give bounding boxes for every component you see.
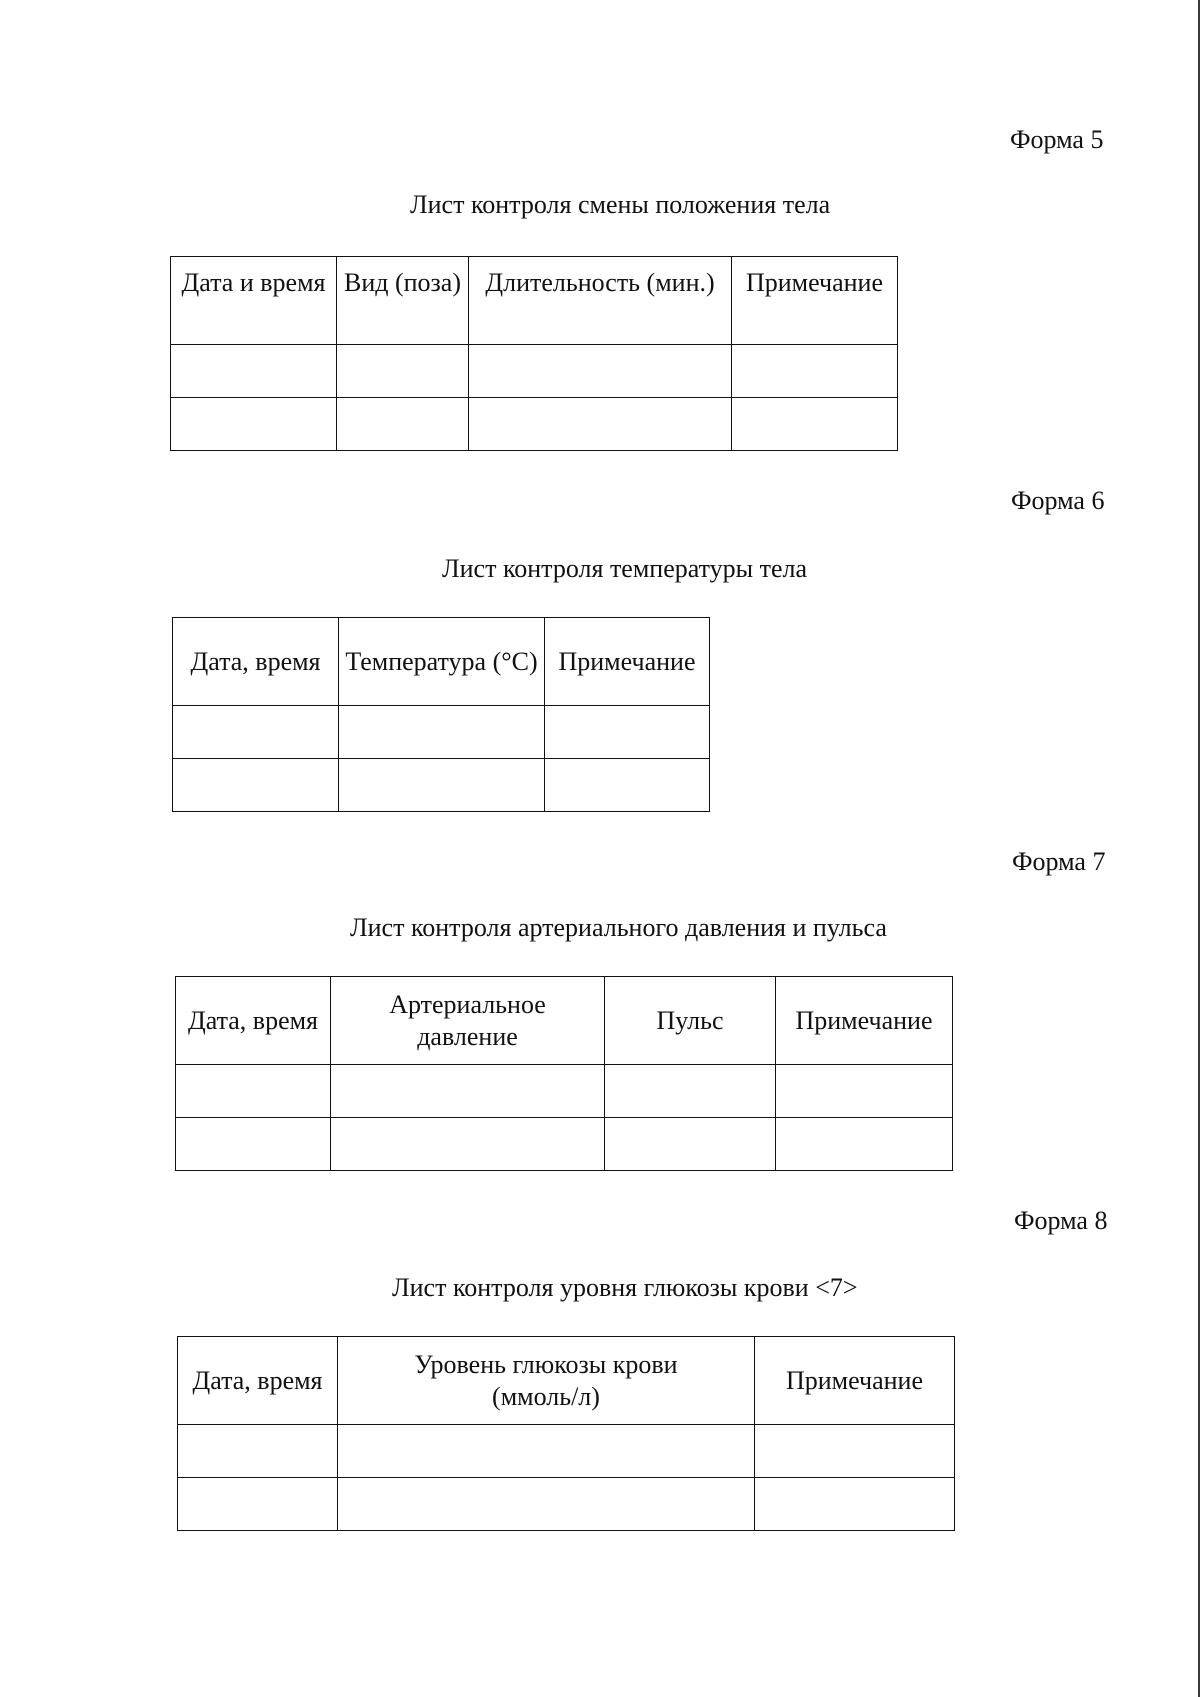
form-7-cell <box>776 1118 953 1171</box>
form-7-header-note: Примечание <box>776 977 953 1065</box>
form-6-header-row <box>173 618 710 706</box>
form-6-cell <box>545 706 710 759</box>
form-7-cell <box>605 1065 776 1118</box>
form-5-table <box>170 256 898 451</box>
form-7-cell <box>176 1065 331 1118</box>
form-7-cell <box>776 1065 953 1118</box>
form-8-row <box>178 1425 955 1478</box>
form-8-cell <box>178 1478 338 1531</box>
form-5-header-date-time: Дата и время <box>171 257 337 345</box>
form-5-header-duration: Длительность (мин.) <box>469 257 732 345</box>
form-7-row <box>176 1118 953 1171</box>
form-6-cell <box>173 706 339 759</box>
form-6-cell <box>173 759 339 812</box>
form-5-header-row <box>171 257 898 345</box>
form-8-cell <box>338 1478 755 1531</box>
form-5-cell <box>732 398 898 451</box>
form-8-cell <box>338 1425 755 1478</box>
form-6-row <box>173 706 710 759</box>
form-7-row <box>176 1065 953 1118</box>
form-6-header-date-time: Дата, время <box>173 618 339 706</box>
form-5-header-pose: Вид (поза) <box>337 257 469 345</box>
form-5-cell <box>171 345 337 398</box>
form-7-header-blood-pressure: Артериальное давление <box>331 977 605 1065</box>
form-7-cell <box>331 1065 605 1118</box>
form-5-cell <box>337 345 469 398</box>
form-6-table <box>172 617 710 812</box>
form-6-label: Форма 6 <box>1011 486 1105 515</box>
form-7-title: Лист контроля артериального давления и пульса <box>350 913 887 942</box>
form-5-row <box>171 398 898 451</box>
form-8-cell <box>755 1478 955 1531</box>
form-8-label: Форма 8 <box>1014 1206 1108 1235</box>
form-8-title: Лист контроля уровня глюкозы крови <7> <box>392 1273 858 1302</box>
form-6-cell <box>545 759 710 812</box>
form-7-header-date-time: Дата, время <box>176 977 331 1065</box>
form-7-table <box>175 976 953 1171</box>
form-7-header-row <box>176 977 953 1065</box>
form-5-cell <box>337 398 469 451</box>
form-5-cell <box>469 345 732 398</box>
form-8-row <box>178 1478 955 1531</box>
form-8-cell <box>178 1425 338 1478</box>
form-7-cell <box>605 1118 776 1171</box>
form-5-cell <box>732 345 898 398</box>
form-6-cell <box>339 706 545 759</box>
form-6-title: Лист контроля температуры тела <box>442 554 808 583</box>
form-7-header-pulse: Пульс <box>605 977 776 1065</box>
form-5-header-note: Примечание <box>732 257 898 345</box>
form-5-cell <box>171 398 337 451</box>
form-8-header-glucose: Уровень глюкозы крови (ммоль/л) <box>338 1337 755 1425</box>
form-7-cell <box>331 1118 605 1171</box>
form-6-header-note: Примечание <box>545 618 710 706</box>
form-8-header-date-time: Дата, время <box>178 1337 338 1425</box>
form-6-row <box>173 759 710 812</box>
form-7-label: Форма 7 <box>1012 847 1106 876</box>
form-5-title: Лист контроля смены положения тела <box>410 190 831 219</box>
form-6-header-temperature: Температура (°C) <box>339 618 545 706</box>
form-5-cell <box>469 398 732 451</box>
form-5-row <box>171 345 898 398</box>
form-8-header-note: Примечание <box>755 1337 955 1425</box>
form-8-header-row <box>178 1337 955 1425</box>
form-8-cell <box>755 1425 955 1478</box>
form-7-cell <box>176 1118 331 1171</box>
form-6-cell <box>339 759 545 812</box>
form-8-table <box>177 1336 955 1531</box>
form-5-label: Форма 5 <box>1010 125 1104 154</box>
